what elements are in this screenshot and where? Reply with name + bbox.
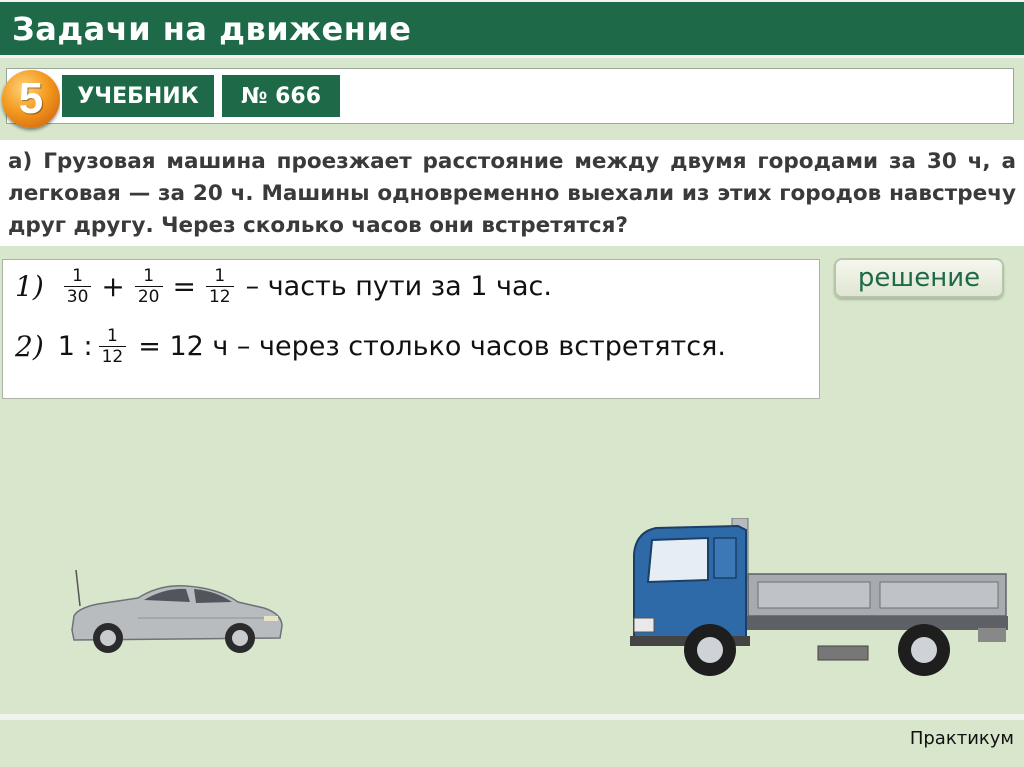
fraction-1-12 — [206, 266, 234, 307]
step-2-label: 2) — [15, 330, 44, 363]
fraction-numerator: 1 — [72, 266, 83, 286]
fraction-1-20 — [135, 266, 163, 307]
equals-sign: = — [172, 270, 196, 303]
fraction-denominator: 20 — [135, 286, 163, 307]
tab-textbook[interactable]: УЧЕБНИК — [60, 73, 216, 119]
fraction-denominator: 12 — [206, 286, 234, 307]
car-illustration — [68, 568, 286, 660]
step-1-text: – часть пути за 1 час. — [245, 271, 552, 302]
step-2-text: = 12 ч – через столько часов встретятся. — [138, 331, 726, 362]
solution-box — [2, 259, 820, 399]
solution-step-1 — [15, 266, 552, 307]
problem-text: а) Грузовая машина проезжает расстояние между двумя городами за 30 ч, а легковая — за 20 ч. Машины одновременно выехали из этих городов навстречу друг другу. Через сколько часов они встретятся? — [8, 149, 1016, 238]
tab-problem-number[interactable]: № 666 — [220, 73, 342, 119]
footer-bar — [0, 720, 1024, 767]
truck-illustration — [628, 518, 1010, 680]
fraction-denominator: 30 — [64, 286, 92, 307]
lesson-number-badge — [2, 70, 60, 128]
page-title: Задачи на движение — [12, 10, 412, 48]
fraction-1-12 — [99, 326, 127, 367]
fraction-1-30 — [64, 266, 92, 307]
fraction-numerator: 1 — [107, 326, 118, 346]
fraction-numerator: 1 — [214, 266, 226, 286]
step-2-lead: 1 : — [57, 331, 93, 362]
footer-label: Практикум — [909, 728, 1014, 749]
problem-statement-box — [0, 140, 1024, 246]
fraction-numerator: 1 — [143, 266, 155, 286]
solution-step-2 — [15, 326, 726, 367]
fraction-denominator: 12 — [99, 346, 127, 367]
plus-sign: + — [101, 270, 125, 303]
lesson-number: 5 — [18, 74, 44, 123]
step-1-label: 1) — [15, 270, 44, 303]
solution-button[interactable]: решение — [834, 258, 1004, 298]
title-bar — [0, 0, 1024, 58]
